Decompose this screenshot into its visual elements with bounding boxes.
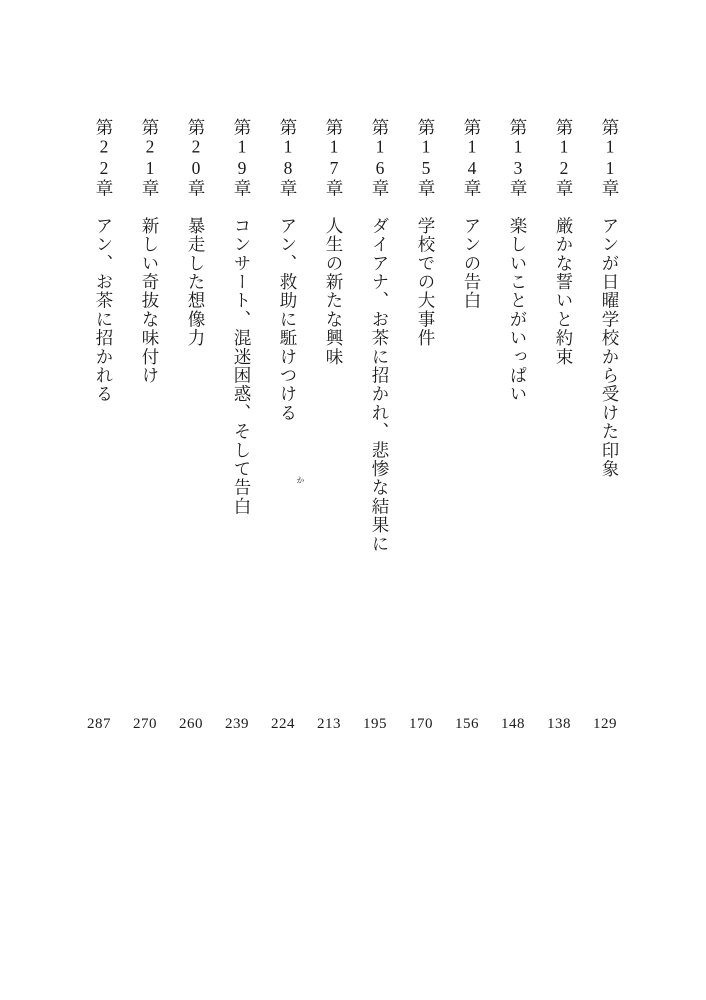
toc-page-number: 129 bbox=[593, 716, 617, 732]
toc-entry bbox=[582, 118, 628, 758]
toc-entry-text: 第11章 アンが日曜学校から受けた印象 bbox=[600, 118, 620, 479]
toc-entry-text: 第16章 ダイアナ、お茶に招かれ、悲惨な結果に bbox=[370, 118, 390, 554]
toc-entry bbox=[306, 118, 352, 758]
toc-entry bbox=[398, 118, 444, 758]
toc-page-number: 195 bbox=[363, 716, 387, 732]
toc-entry-text: 第12章 厳かな誓いと約束 bbox=[554, 118, 574, 367]
toc-page-number: 224 bbox=[271, 716, 295, 732]
ruby-annotation: か bbox=[296, 476, 305, 484]
toc-page-number: 148 bbox=[501, 716, 525, 732]
toc-entry bbox=[352, 118, 398, 758]
toc-entry-text: 第21章 新しい奇抜な味付け bbox=[140, 118, 160, 385]
toc-entry bbox=[536, 118, 582, 758]
page-number-row bbox=[76, 716, 628, 733]
toc-entry-text: 第13章 楽しいことがいっぱい bbox=[508, 118, 528, 404]
toc-page-number: 287 bbox=[87, 716, 111, 732]
toc-entry bbox=[76, 118, 122, 758]
toc-entry bbox=[444, 118, 490, 758]
toc-page-number: 270 bbox=[133, 716, 157, 732]
toc-entry-text: 第19章 コンサート、混迷困惑、そして告白 bbox=[232, 118, 252, 516]
toc-page-number: 138 bbox=[547, 716, 571, 732]
toc-page-number: 239 bbox=[225, 716, 249, 732]
toc-entry bbox=[168, 118, 214, 758]
toc-entry-text: 第14章 アンの告白 bbox=[462, 118, 482, 310]
toc-entry-text: 第17章 人生の新たな興味 bbox=[324, 118, 344, 367]
toc-entry-text: 第15章 学校での大事件 bbox=[416, 118, 436, 348]
toc-entry-text: 第22章 アン、お茶に招かれる bbox=[94, 118, 114, 404]
toc-page-number: 156 bbox=[455, 716, 479, 732]
toc-entry bbox=[490, 118, 536, 758]
toc-entry bbox=[260, 118, 306, 758]
toc-entry bbox=[122, 118, 168, 758]
table-of-contents bbox=[76, 118, 628, 758]
toc-page-number: 213 bbox=[317, 716, 341, 732]
toc-entry bbox=[214, 118, 260, 758]
toc-entry-text: 第18章 アン、救助に駈けつける bbox=[278, 118, 298, 423]
toc-page-number: 170 bbox=[409, 716, 433, 732]
toc-page-number: 260 bbox=[179, 716, 203, 732]
toc-entry-text: 第20章 暴走した想像力 bbox=[186, 118, 206, 348]
